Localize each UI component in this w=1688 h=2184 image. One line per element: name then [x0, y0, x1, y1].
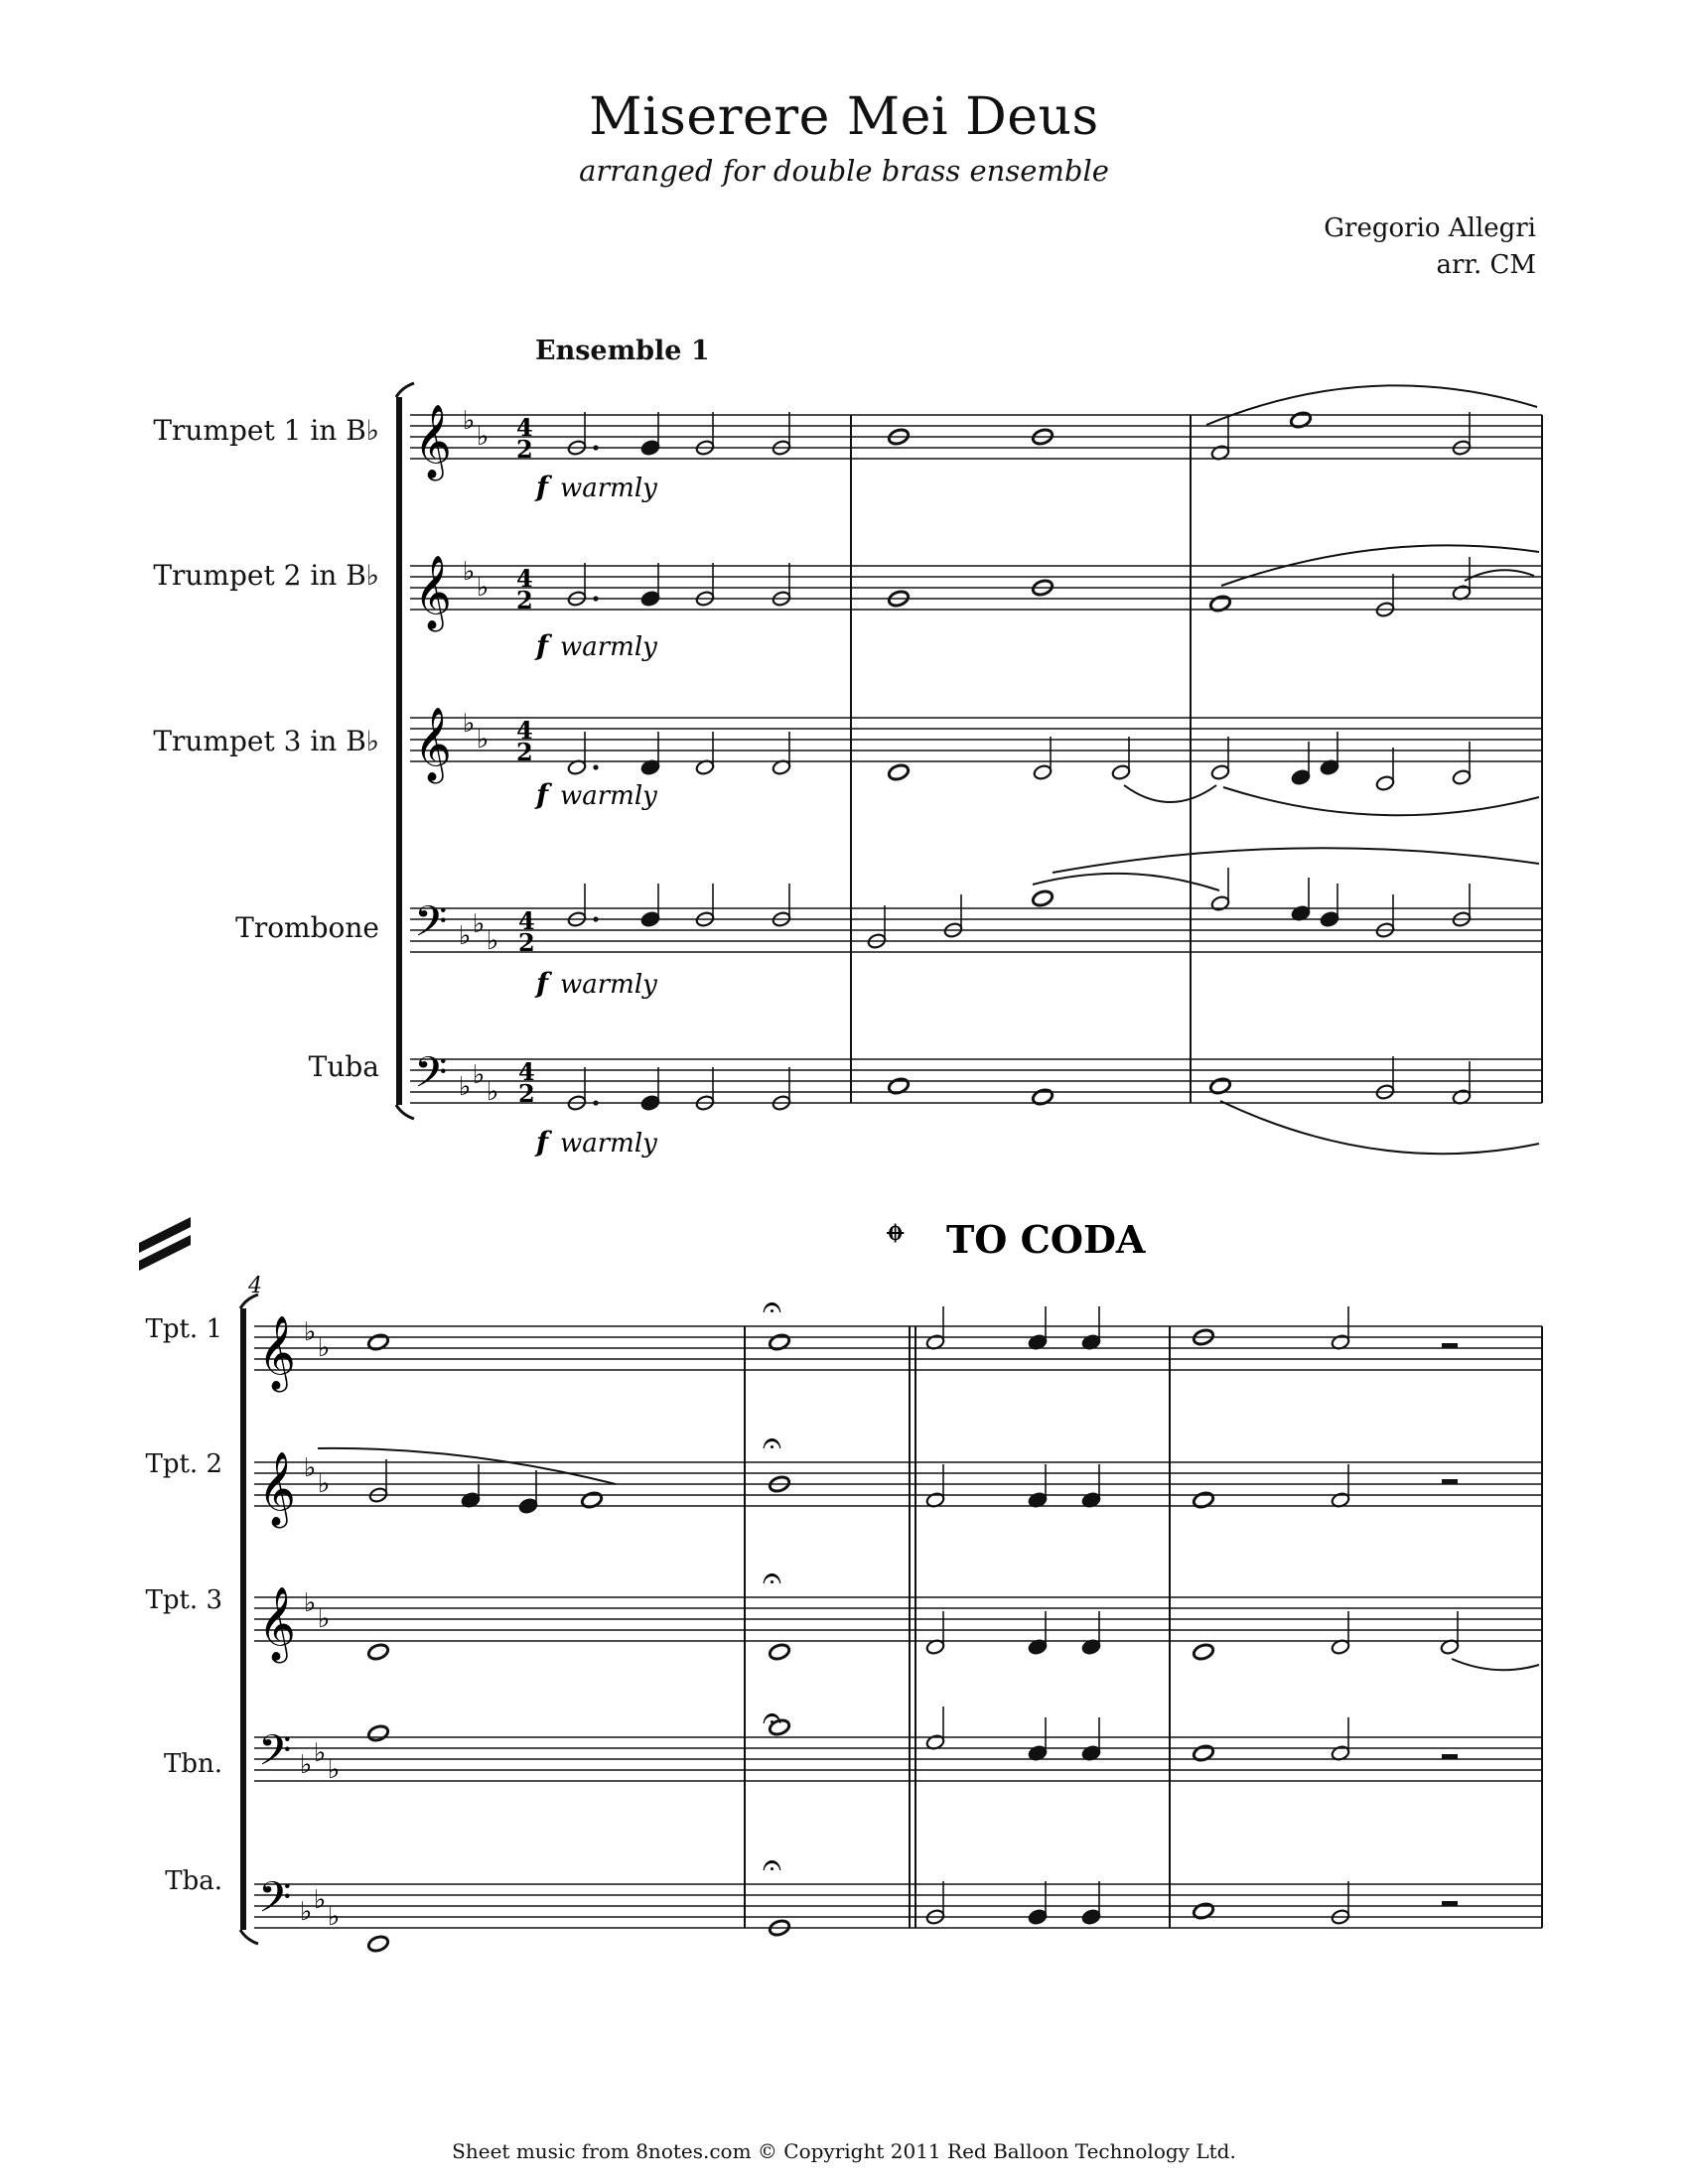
whole-note	[887, 762, 910, 781]
key-flat-icon: ♭	[318, 1604, 331, 1634]
key-flat-icon: ♭	[304, 1588, 317, 1618]
key-flat-icon: ♭	[459, 1072, 472, 1102]
key-flat-icon: ♭	[300, 1897, 313, 1927]
fermata-icon: 𝄐	[763, 1699, 781, 1738]
fermata-icon: 𝄐	[763, 1845, 781, 1885]
dynamic-marking: f	[536, 471, 549, 503]
quarter-note	[640, 1094, 660, 1111]
instrument-name-trumpet-1: Trumpet 1 in B♭	[153, 414, 379, 447]
key-flat-icon: ♭	[477, 422, 490, 452]
half-note	[1452, 768, 1472, 785]
coda-label: TO CODA	[946, 1217, 1146, 1262]
arranger-credit: arr. CM	[1436, 250, 1536, 280]
instrument-abbr-trumpet-2: Tpt. 2	[145, 1449, 222, 1479]
treble-clef-icon: 𝄞	[414, 708, 452, 781]
key-flat-icon: ♭	[473, 1060, 486, 1090]
augmentation-dot	[593, 916, 598, 921]
dynamic-marking: f	[536, 967, 549, 1000]
bracket-bottom-hook	[396, 1105, 414, 1119]
time-signature-top: 4	[518, 906, 535, 935]
bracket-bottom-hook	[240, 1930, 258, 1944]
quarter-note	[1081, 1908, 1101, 1925]
system-separator-icon	[139, 1217, 191, 1271]
key-flat-icon: ♭	[304, 1317, 317, 1347]
slur	[1053, 848, 1539, 873]
instrument-abbr-trombone: Tbn.	[164, 1749, 222, 1779]
coda-icon: 𝄌	[887, 1213, 905, 1271]
expression-text: warmly	[560, 474, 657, 503]
instrument-name-trumpet-3: Trumpet 3 in B♭	[153, 725, 379, 757]
key-flat-icon: ♭	[463, 406, 476, 436]
quarter-note	[1291, 768, 1311, 785]
dynamic-marking: f	[536, 629, 549, 662]
expression-text: warmly	[560, 970, 657, 1000]
slur	[1223, 787, 1539, 815]
instrument-name-trumpet-2: Trumpet 2 in B♭	[153, 559, 379, 592]
key-flat-icon: ♭	[318, 1333, 331, 1363]
treble-clef-icon: 𝄞	[258, 1316, 296, 1390]
key-flat-icon: ♭	[487, 1077, 499, 1107]
half-note	[1375, 774, 1395, 791]
key-flat-icon: ♭	[328, 1755, 341, 1785]
time-signature-bottom: 2	[516, 738, 533, 766]
bass-clef-icon: 𝄢	[258, 1873, 292, 1933]
time-signature-bottom: 2	[516, 435, 533, 464]
composer-credit: Gregorio Allegri	[1324, 213, 1536, 243]
section-label: Ensemble 1	[535, 336, 710, 366]
key-flat-icon: ♭	[477, 725, 490, 754]
dynamic-marking: f	[536, 1126, 549, 1159]
bass-clef-icon: 𝄢	[414, 1048, 448, 1108]
instrument-abbr-tuba: Tba.	[165, 1866, 222, 1896]
quarter-note	[1028, 1908, 1048, 1925]
expression-text: warmly	[560, 1129, 657, 1159]
time-signature-top: 4	[516, 413, 533, 442]
fermata-icon: 𝄐	[763, 1424, 781, 1463]
key-flat-icon: ♭	[318, 1469, 331, 1499]
quarter-note	[1320, 910, 1339, 927]
half-note	[1210, 894, 1230, 911]
time-signature-top: 4	[518, 1057, 535, 1086]
dynamic-marking: f	[536, 778, 549, 811]
whole-note	[366, 1934, 389, 1953]
quarter-note	[518, 1497, 538, 1514]
whole-note	[366, 1642, 389, 1661]
augmentation-dot	[593, 764, 598, 769]
time-signature-bottom: 2	[518, 928, 535, 957]
instrument-abbr-trumpet-1: Tpt. 1	[145, 1314, 222, 1344]
bass-clef-icon: 𝄢	[258, 1726, 292, 1786]
key-flat-icon: ♭	[487, 926, 499, 956]
slur	[1452, 1659, 1539, 1670]
fermata-icon: 𝄐	[763, 1559, 781, 1598]
expression-text: warmly	[560, 781, 657, 811]
fermata-icon: 𝄐	[763, 1288, 781, 1327]
system-bracket	[240, 1308, 246, 1930]
treble-clef-icon: 𝄞	[414, 556, 452, 629]
quarter-note	[640, 590, 660, 607]
measure-number: 4	[248, 1274, 262, 1298]
whole-note	[1031, 888, 1054, 907]
slur	[1206, 385, 1537, 425]
augmentation-dot	[593, 445, 598, 450]
key-flat-icon: ♭	[300, 1750, 313, 1780]
whole-note	[768, 1642, 790, 1661]
slur	[1124, 785, 1216, 802]
key-flat-icon: ♭	[459, 921, 472, 951]
slur	[318, 1448, 616, 1484]
instrument-abbr-trumpet-3: Tpt. 3	[145, 1585, 222, 1615]
key-flat-icon: ♭	[463, 709, 476, 739]
bass-clef-icon: 𝄢	[414, 897, 448, 957]
time-signature-bottom: 2	[518, 1079, 535, 1108]
key-flat-icon: ♭	[473, 909, 486, 939]
half-rest	[1442, 1343, 1458, 1348]
page-title: Miserere Mei Deus	[589, 87, 1099, 147]
augmentation-dot	[593, 596, 598, 601]
treble-clef-icon: 𝄞	[258, 1587, 296, 1661]
key-flat-icon: ♭	[314, 1738, 327, 1768]
half-rest	[1442, 1754, 1458, 1759]
time-signature-bottom: 2	[516, 586, 533, 614]
key-flat-icon: ♭	[314, 1885, 327, 1915]
slur	[1220, 1101, 1539, 1154]
key-flat-icon: ♭	[328, 1902, 341, 1932]
half-note	[1033, 763, 1053, 780]
system-bracket	[396, 397, 402, 1105]
expression-text: warmly	[560, 632, 657, 662]
key-flat-icon: ♭	[304, 1453, 317, 1483]
bracket-top-hook	[396, 383, 414, 397]
half-note	[1111, 763, 1131, 780]
time-signature-top: 4	[516, 564, 533, 593]
copyright-footer: Sheet music from 8notes.com © Copyright 2011 Red Balloon Technology Ltd.	[452, 2139, 1236, 2163]
whole-note	[366, 1723, 389, 1742]
quarter-note	[640, 910, 660, 927]
slur	[1465, 570, 1534, 581]
key-flat-icon: ♭	[477, 573, 490, 603]
half-rest	[1442, 1479, 1458, 1484]
half-note	[1210, 763, 1230, 780]
augmentation-dot	[593, 1100, 598, 1105]
instrument-name-trombone: Trombone	[235, 911, 379, 944]
half-rest	[1442, 1901, 1458, 1906]
instrument-name-tuba: Tuba	[308, 1050, 379, 1083]
page-subtitle: arranged for double brass ensemble	[579, 154, 1109, 188]
time-signature-top: 4	[516, 716, 533, 745]
treble-clef-icon: 𝄞	[258, 1452, 296, 1526]
treble-clef-icon: 𝄞	[414, 405, 452, 478]
quarter-note	[640, 439, 660, 456]
whole-note	[1192, 1642, 1214, 1661]
key-flat-icon: ♭	[463, 557, 476, 587]
